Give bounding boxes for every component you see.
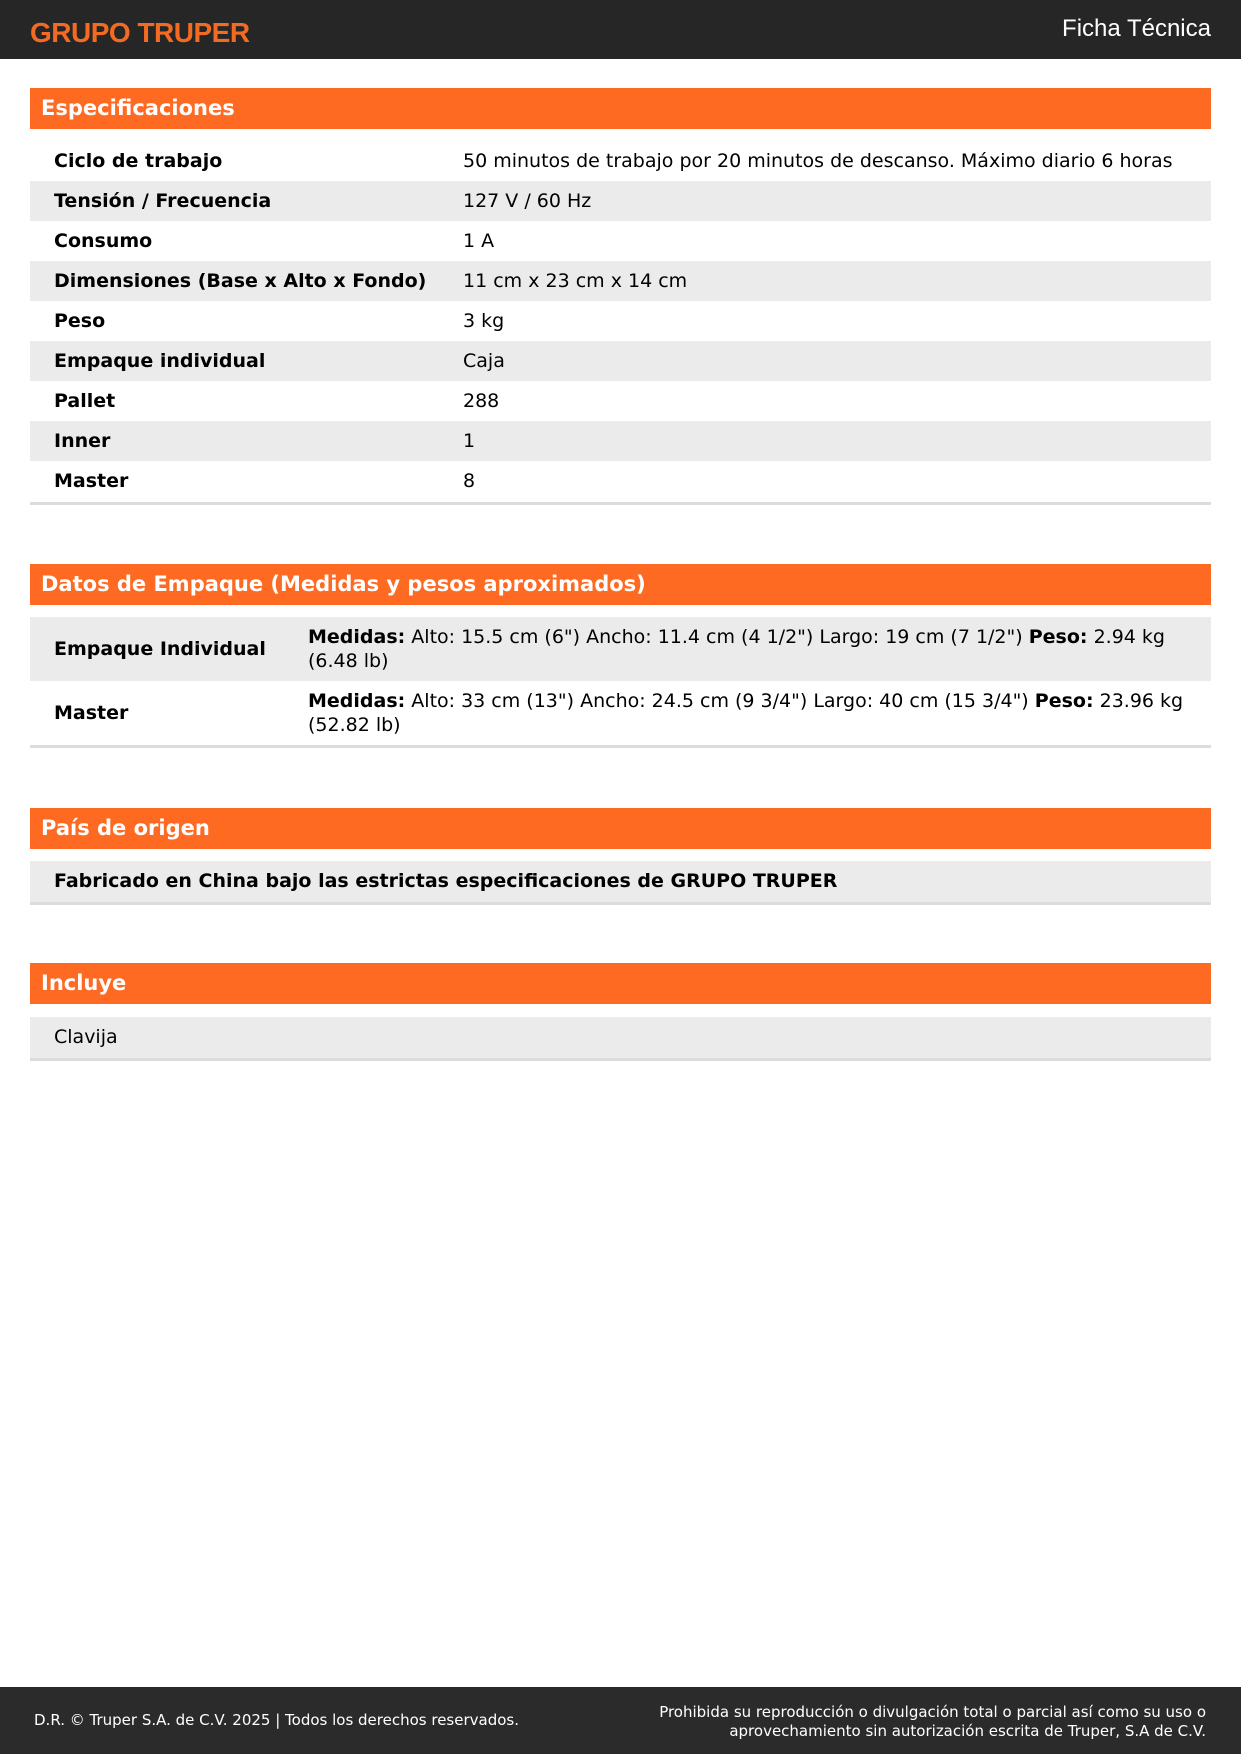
spec-value: Caja — [463, 350, 505, 372]
table-divider — [30, 745, 1211, 748]
table-row — [30, 221, 1211, 261]
spec-label: Master — [54, 470, 129, 492]
medidas-value: Alto: 15.5 cm (6") Ancho: 11.4 cm (4 1/2") Largo: 19 cm (7 1/2") — [411, 626, 1023, 648]
table-row — [30, 461, 1211, 501]
spec-value: 50 minutos de trabajo por 20 minutos de descanso. Máximo diario 6 horas — [463, 150, 1173, 172]
peso-label: Peso: — [1028, 626, 1088, 648]
section-title: Datos de Empaque (Medidas y pesos aproximados) — [41, 572, 646, 596]
medidas-label: Medidas: — [308, 690, 406, 712]
table-row — [30, 617, 1211, 681]
table-divider — [30, 1058, 1211, 1061]
spec-value: 1 — [463, 430, 476, 452]
table-row — [30, 141, 1211, 181]
section-title: Especificaciones — [41, 96, 235, 120]
spec-value: 1 A — [463, 230, 495, 252]
incluye-item: Clavija — [54, 1026, 118, 1048]
origen-row — [30, 861, 1211, 902]
spec-label: Inner — [54, 430, 111, 452]
incluye-header — [30, 963, 1211, 1004]
table-row — [30, 341, 1211, 381]
empaque-header — [30, 564, 1211, 605]
spec-value: 288 — [463, 390, 500, 412]
peso-value: 2.94 kg (6.48 lb) — [308, 626, 1165, 672]
table-row — [30, 421, 1211, 461]
spec-label: Peso — [54, 310, 106, 332]
spec-label: Tensión / Frecuencia — [54, 190, 272, 212]
spec-value: 8 — [463, 470, 476, 492]
spec-value: 11 cm x 23 cm x 14 cm — [463, 270, 688, 292]
list-item — [30, 1017, 1211, 1058]
legal-notice-line: aprovechamiento sin autorización escrita de Truper, S.A de C.V. — [729, 1722, 1206, 1740]
peso-label: Peso: — [1034, 690, 1094, 712]
spec-label: Consumo — [54, 230, 153, 252]
spec-label: Dimensiones (Base x Alto x Fondo) — [54, 270, 427, 292]
especificaciones-table — [30, 141, 1211, 501]
especificaciones-header — [30, 88, 1211, 129]
spec-value: 127 V / 60 Hz — [463, 190, 592, 212]
medidas-value: Alto: 33 cm (13") Ancho: 24.5 cm (9 3/4") Largo: 40 cm (15 3/4") — [411, 690, 1029, 712]
package-value — [308, 617, 1211, 681]
copyright-text: D.R. © Truper S.A. de C.V. 2025 | Todos los derechos reservados. — [34, 1711, 519, 1729]
table-row — [30, 681, 1211, 745]
document-title: Ficha Técnica — [1062, 15, 1211, 42]
table-row — [30, 181, 1211, 221]
brand-logo: GRUPO TRUPER — [30, 17, 250, 48]
empaque-table — [30, 617, 1211, 745]
section-title: País de origen — [41, 816, 210, 840]
spec-label: Ciclo de trabajo — [54, 150, 223, 172]
spec-value: 3 kg — [463, 310, 505, 332]
top-bar — [0, 0, 1241, 59]
package-label: Master — [54, 702, 129, 724]
table-row — [30, 261, 1211, 301]
peso-value: 23.96 kg (52.82 lb) — [308, 690, 1184, 736]
table-row — [30, 381, 1211, 421]
origen-header — [30, 808, 1211, 849]
spec-label: Pallet — [54, 390, 116, 412]
package-label: Empaque Individual — [54, 638, 266, 660]
section-title: Incluye — [41, 971, 127, 995]
medidas-label: Medidas: — [308, 626, 406, 648]
package-value — [308, 681, 1211, 745]
footer — [0, 1687, 1241, 1754]
table-row — [30, 301, 1211, 341]
table-divider — [30, 902, 1211, 905]
legal-notice — [659, 1703, 1206, 1741]
table-divider — [30, 502, 1211, 505]
legal-notice-line: Prohibida su reproducción o divulgación total o parcial así como su uso o — [659, 1703, 1206, 1721]
spec-label: Empaque individual — [54, 350, 266, 372]
origen-text: Fabricado en China bajo las estrictas especificaciones de GRUPO TRUPER — [54, 870, 838, 892]
